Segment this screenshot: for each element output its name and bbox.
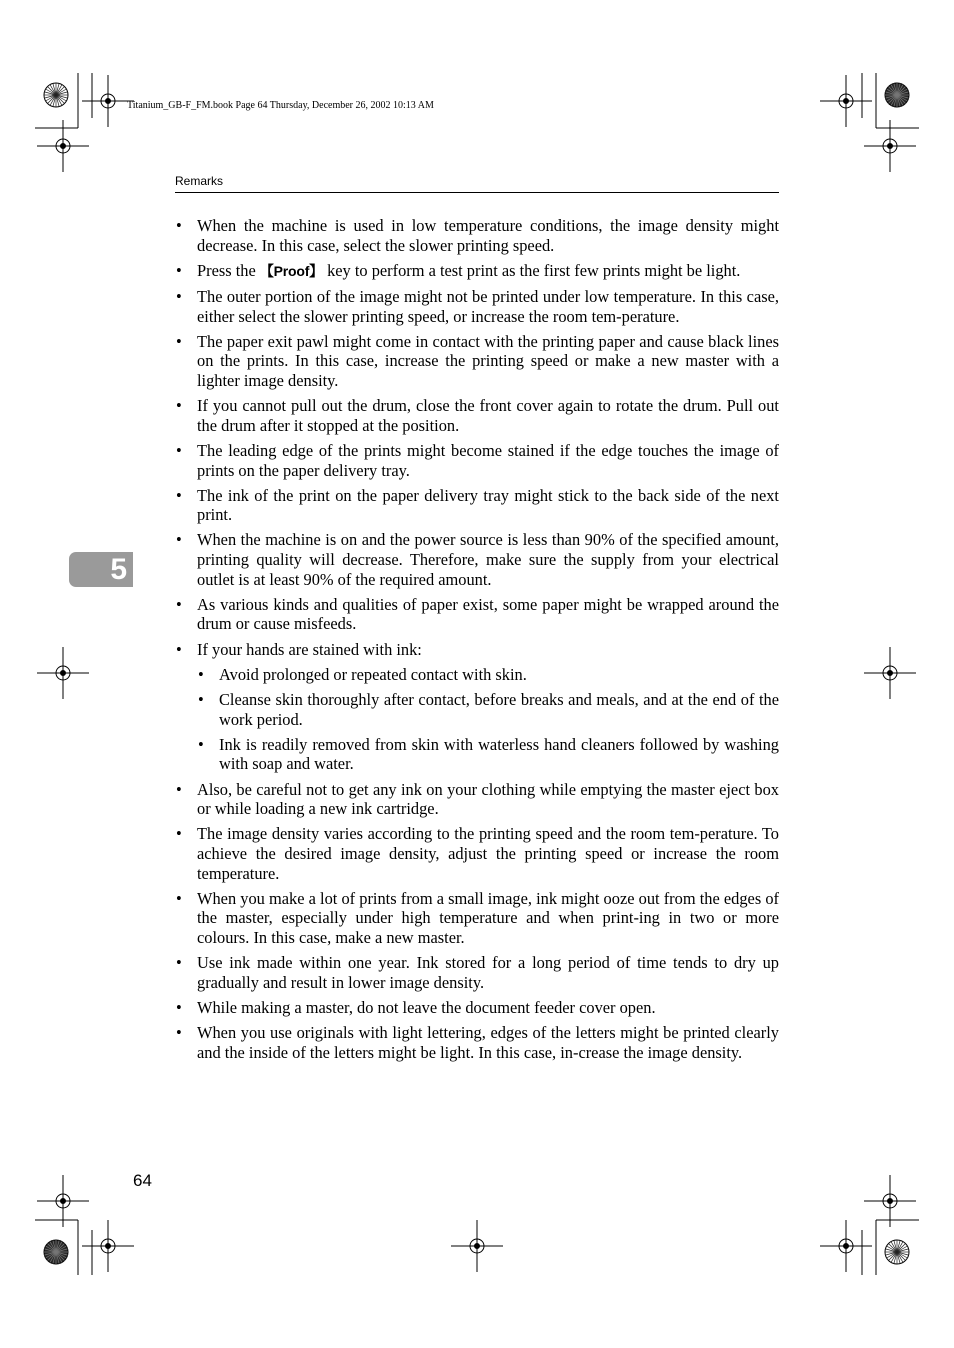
- list-item-text: If your hands are stained with ink:: [197, 639, 422, 659]
- list-item: • When the machine is used in low temperature conditions, the image density might decrease. In this case, select the slower printing speed.: [175, 216, 779, 255]
- list-item-text: key to perform a test print as the first few prints might be light.: [322, 260, 741, 280]
- page-number: 64: [133, 1171, 152, 1190]
- sub-list-item: • Avoid prolonged or repeated contact with skin.: [197, 665, 779, 685]
- file-header: Titanium_GB-F_FM.book Page 64 Thursday, December 26, 2002 10:13 AM: [127, 100, 434, 111]
- sub-list-item: • Cleanse skin thoroughly after contact, before breaks and meals, and at the end of the work period.: [197, 690, 779, 729]
- remarks-list: [175, 216, 779, 1062]
- header-rule: [175, 192, 779, 193]
- chapter-number: 5: [110, 553, 127, 586]
- ink-safety-sublist: [197, 665, 779, 774]
- list-item: • As various kinds and qualities of paper exist, some paper might be wrapped around the drum or cause misfeeds.: [175, 595, 779, 634]
- list-item: • If you cannot pull out the drum, close the front cover again to rotate the drum. Pull out the drum after it stopped at the position.: [175, 396, 779, 435]
- proof-key-label: 【Proof】: [259, 262, 323, 279]
- list-item-proof-key: [175, 261, 779, 282]
- list-item: • When the machine is on and the power source is less than 90% of the specified amount, printing quality will decrease. Therefore, make sure the supply from your electrical outlet is at least 90% of the required amount.: [175, 530, 779, 589]
- list-item: • The image density varies according to the printing speed and the room tem-perature. To achieve the desired image density, adjust the printing speed or increase the room temperature.: [175, 824, 779, 883]
- list-item: • Use ink made within one year. Ink stored for a long period of time tends to dry up gradually and result in lower image density.: [175, 953, 779, 992]
- list-item-ink-stains: [175, 640, 779, 774]
- list-item: • While making a master, do not leave the document feeder cover open.: [175, 998, 779, 1018]
- list-item: • Also, be careful not to get any ink on your clothing while emptying the master eject box or while loading a new ink cartridge.: [175, 780, 779, 819]
- list-item: • The leading edge of the prints might become stained if the edge touches the image of prints on the paper delivery tray.: [175, 441, 779, 480]
- chapter-tab: [69, 552, 133, 587]
- list-item: • When you make a lot of prints from a small image, ink might ooze out from the edges of the master, especially under high temperature and when print-ing in two or more colours. In this case, make a new master.: [175, 889, 779, 948]
- remarks-content: [175, 216, 779, 1068]
- list-item: • The outer portion of the image might not be printed under low temperature. In this case, either select the slower printing speed, or increase the room tem-perature.: [175, 287, 779, 326]
- list-item: • When you use originals with light lettering, edges of the letters might be printed clearly and the inside of the letters might be light. In this case, in-crease the image density.: [175, 1023, 779, 1062]
- section-header: Remarks: [175, 174, 224, 188]
- list-item: • The paper exit pawl might come in contact with the printing paper and cause black lines on the prints. In this case, increase the printing speed or make a new master with a lighter image density.: [175, 332, 779, 391]
- sub-list-item: • Ink is readily removed from skin with waterless hand cleaners followed by washing with soap and water.: [197, 735, 779, 774]
- list-item-text: Press the: [197, 260, 260, 280]
- list-item: • The ink of the print on the paper delivery tray might stick to the back side of the next print.: [175, 486, 779, 525]
